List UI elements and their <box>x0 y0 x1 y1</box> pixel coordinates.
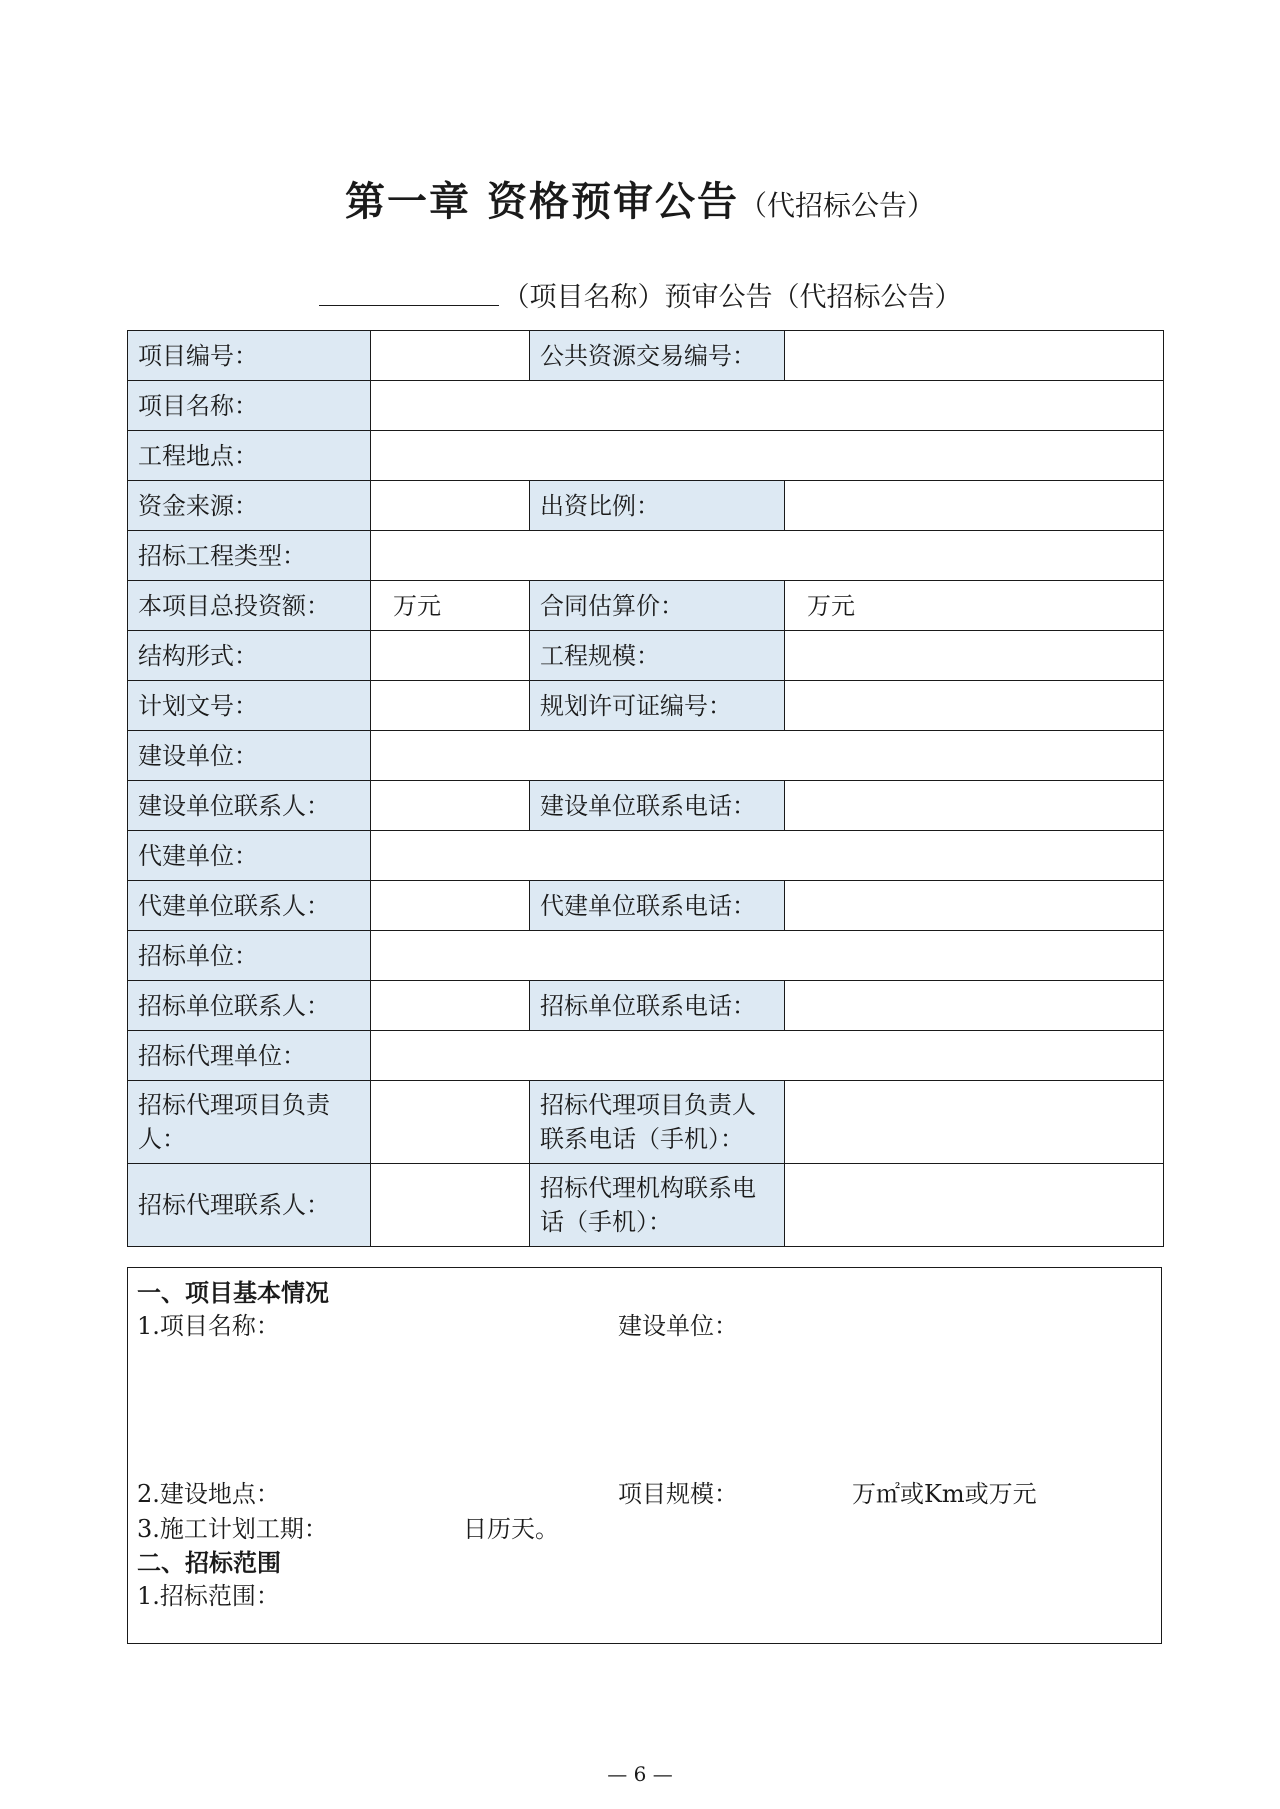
fund-source-field[interactable] <box>371 481 530 531</box>
section-scope-heading: 二、招标范围 <box>137 1548 281 1577</box>
total-invest-label: 本项目总投资额： <box>128 581 371 631</box>
agent-contact-label: 招标代理联系人： <box>128 1164 371 1247</box>
owner-contact-label: 建设单位联系人： <box>128 781 371 831</box>
tender-agent-label: 招标代理单位： <box>128 1031 371 1081</box>
tenderer-field[interactable] <box>371 931 1164 981</box>
agent-pm-field[interactable] <box>371 1081 530 1164</box>
project-info-table <box>127 330 1164 1247</box>
tenderer-phone-field[interactable] <box>785 981 1164 1031</box>
type-label: 招标工程类型： <box>128 531 371 581</box>
permit-no-field[interactable] <box>785 681 1164 731</box>
table-row <box>128 1081 1164 1164</box>
detail-owner-label: 建设单位： <box>618 1312 738 1340</box>
detail-period-label: 3.施工计划工期： <box>137 1515 328 1543</box>
chapter-title: 第一章 资格预审公告 <box>345 178 739 225</box>
fund-ratio-field[interactable] <box>785 481 1164 531</box>
permit-no-label: 规划许可证编号： <box>530 681 785 731</box>
project-no-field[interactable] <box>371 331 530 381</box>
chapter-subtitle: （代招标公告） <box>738 189 935 222</box>
trade-no-label: 公共资源交易编号： <box>530 331 785 381</box>
agent-builder-contact-label: 代建单位联系人： <box>128 881 371 931</box>
site-label: 工程地点： <box>128 431 371 481</box>
plan-doc-label: 计划文号： <box>128 681 371 731</box>
table-row <box>128 981 1164 1031</box>
table-row <box>128 881 1164 931</box>
project-no-label: 项目编号： <box>128 331 371 381</box>
agent-pm-label-line2: 人： <box>138 1125 186 1153</box>
site-field[interactable] <box>371 431 1164 481</box>
trade-no-field[interactable] <box>785 331 1164 381</box>
table-row <box>128 931 1164 981</box>
table-row <box>128 381 1164 431</box>
agent-contact-field[interactable] <box>371 1164 530 1247</box>
scale-field[interactable] <box>785 631 1164 681</box>
agent-builder-phone-label: 代建单位联系电话： <box>530 881 785 931</box>
total-invest-field[interactable]: 万元 <box>371 581 530 631</box>
fund-source-label: 资金来源： <box>128 481 371 531</box>
owner-field[interactable] <box>371 731 1164 781</box>
agent-builder-field[interactable] <box>371 831 1164 881</box>
page-title <box>0 170 1280 227</box>
table-row <box>128 531 1164 581</box>
agent-phone-label-line1: 招标代理机构联系电 <box>540 1174 756 1202</box>
table-row <box>128 731 1164 781</box>
structure-field[interactable] <box>371 631 530 681</box>
agent-builder-contact-field[interactable] <box>371 881 530 931</box>
scale-label: 工程规模： <box>530 631 785 681</box>
owner-phone-label: 建设单位联系电话： <box>530 781 785 831</box>
owner-label: 建设单位： <box>128 731 371 781</box>
fund-ratio-label: 出资比例： <box>530 481 785 531</box>
notice-title <box>0 275 1280 314</box>
project-name-label: 项目名称： <box>128 381 371 431</box>
owner-contact-field[interactable] <box>371 781 530 831</box>
tenderer-phone-label: 招标单位联系电话： <box>530 981 785 1031</box>
agent-pm-phone-field[interactable] <box>785 1081 1164 1164</box>
tenderer-label: 招标单位： <box>128 931 371 981</box>
detail-scale-unit: 万㎡或Km或万元 <box>852 1480 1037 1508</box>
detail-project-name-label: 1.项目名称： <box>137 1312 280 1340</box>
plan-doc-field[interactable] <box>371 681 530 731</box>
agent-pm-phone-label-line2: 联系电话（手机）： <box>540 1125 744 1153</box>
type-field[interactable] <box>371 531 1164 581</box>
notice-title-text: （项目名称）预审公告（代招标公告） <box>502 282 962 313</box>
table-row <box>128 431 1164 481</box>
contract-price-label: 合同估算价： <box>530 581 785 631</box>
detail-location-label: 2.建设地点： <box>137 1480 280 1508</box>
structure-label: 结构形式： <box>128 631 371 681</box>
project-details-box <box>127 1267 1162 1644</box>
agent-pm-label <box>128 1081 371 1164</box>
table-row <box>128 331 1164 381</box>
table-row <box>128 631 1164 681</box>
agent-pm-phone-label <box>530 1081 785 1164</box>
tenderer-contact-field[interactable] <box>371 981 530 1031</box>
agent-builder-label: 代建单位： <box>128 831 371 881</box>
section-basic-info-heading: 一、项目基本情况 <box>137 1278 329 1307</box>
project-name-blank[interactable] <box>319 281 499 306</box>
detail-scale-label: 项目规模： <box>618 1480 738 1508</box>
table-row <box>128 831 1164 881</box>
agent-phone-label-line2: 话（手机）： <box>540 1208 672 1236</box>
table-row <box>128 781 1164 831</box>
table-row <box>128 481 1164 531</box>
contract-price-field[interactable]: 万元 <box>785 581 1164 631</box>
owner-phone-field[interactable] <box>785 781 1164 831</box>
detail-scope-label: 1.招标范围： <box>137 1582 280 1610</box>
agent-pm-label-line1: 招标代理项目负责 <box>138 1091 330 1119</box>
table-row <box>128 681 1164 731</box>
table-row <box>128 1164 1164 1247</box>
agent-phone-label <box>530 1164 785 1247</box>
table-row <box>128 1031 1164 1081</box>
table-row <box>128 581 1164 631</box>
detail-period-unit: 日历天。 <box>463 1515 559 1543</box>
agent-phone-field[interactable] <box>785 1164 1164 1247</box>
tender-agent-field[interactable] <box>371 1031 1164 1081</box>
project-name-field[interactable] <box>371 381 1164 431</box>
agent-builder-phone-field[interactable] <box>785 881 1164 931</box>
agent-pm-phone-label-line1: 招标代理项目负责人 <box>540 1091 756 1119</box>
tenderer-contact-label: 招标单位联系人： <box>128 981 371 1031</box>
page-number: — 6 — <box>607 1762 673 1786</box>
